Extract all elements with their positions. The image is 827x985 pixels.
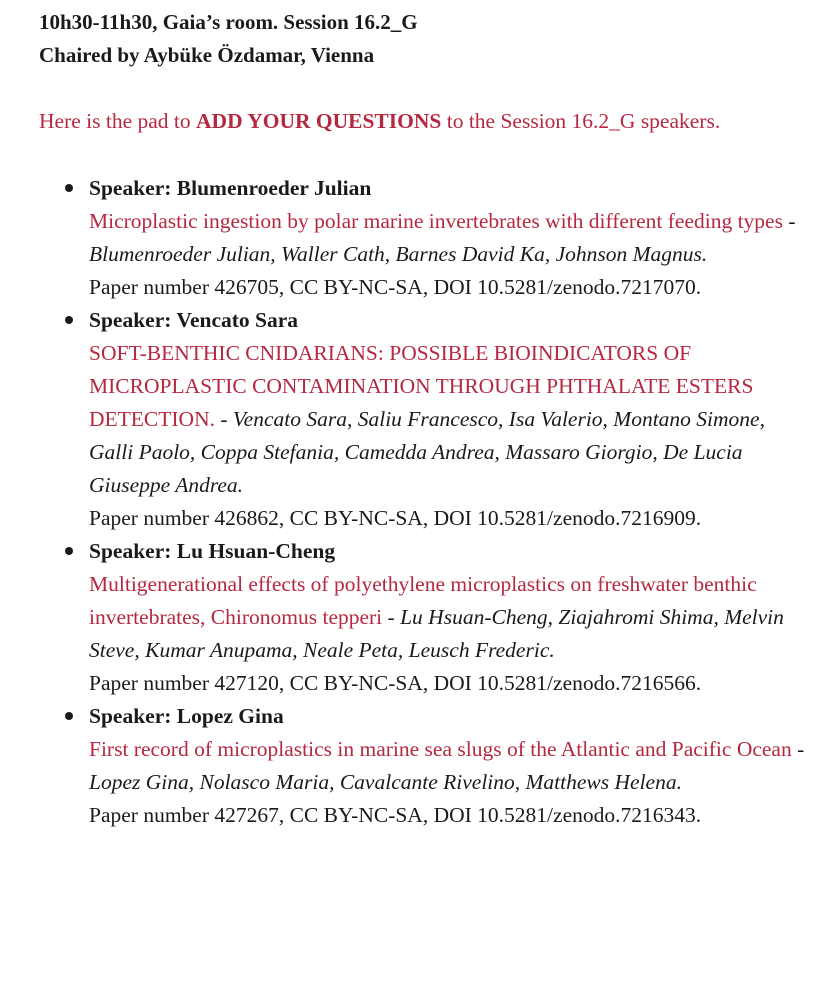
intro-prefix: Here is the pad to (39, 109, 197, 133)
talk-authors: Lopez Gina, Nolasco Maria, Cavalcante Rivelino, Matthews Helena. (89, 770, 682, 794)
bullet-icon (65, 712, 73, 720)
speaker-label: Speaker: Lu Hsuan-Cheng (89, 539, 336, 563)
talk-title-link[interactable]: Multigenerational effects of polyethylene microplastics on freshwater benthic invertebrates, Chironomus tepperi (89, 572, 757, 629)
talk-authors: Vencato Sara, Saliu Francesco, Isa Valerio, Montano Simone, Galli Paolo, Coppa Stefania, Camedda Andrea, Massaro Giorgio, De Lucia Giuseppe Andrea. (89, 407, 765, 497)
talk-list (39, 172, 807, 832)
speaker-label: Speaker: Blumenroeder Julian (89, 176, 372, 200)
bullet-icon (65, 184, 73, 192)
speaker-label: Speaker: Lopez Gina (89, 704, 284, 728)
talk-item (89, 304, 807, 535)
questions-intro (39, 105, 807, 138)
paper-info: Paper number 426862, CC BY-NC-SA, DOI 10.5281/zenodo.7216909. (89, 506, 702, 530)
session-time-room: 10h30-11h30, Gaia’s room. Session 16.2_G (39, 10, 418, 34)
talk-authors: Blumenroeder Julian, Waller Cath, Barnes David Ka, Johnson Magnus. (89, 242, 708, 266)
talk-authors: Lu Hsuan-Cheng, Ziajahromi Shima, Melvin Steve, Kumar Anupama, Neale Peta, Leusch Frederic. (89, 605, 784, 662)
speaker-label: Speaker: Vencato Sara (89, 308, 299, 332)
session-chair: Chaired by Aybüke Özdamar, Vienna (39, 43, 375, 67)
talk-item (89, 535, 807, 700)
paper-info: Paper number 427267, CC BY-NC-SA, DOI 10.5281/zenodo.7216343. (89, 803, 702, 827)
add-questions-link[interactable]: ADD YOUR QUESTIONS (196, 109, 442, 133)
title-separator: - (215, 407, 233, 431)
paper-info: Paper number 427120, CC BY-NC-SA, DOI 10.5281/zenodo.7216566. (89, 671, 702, 695)
talk-title-link[interactable]: Microplastic ingestion by polar marine invertebrates with different feeding types (89, 209, 783, 233)
bullet-icon (65, 316, 73, 324)
talk-title-link[interactable]: SOFT-BENTHIC CNIDARIANS: POSSIBLE BIOINDICATORS OF MICROPLASTIC CONTAMINATION THROUGH PHTHALATE ESTERS DETECTION. (89, 341, 754, 431)
intro-suffix: to the Session 16.2_G speakers. (441, 109, 721, 133)
bullet-icon (65, 547, 73, 555)
title-separator: - (791, 737, 805, 761)
title-separator: - (382, 605, 401, 629)
paper-info: Paper number 426705, CC BY-NC-SA, DOI 10.5281/zenodo.7217070. (89, 275, 702, 299)
talk-title-link[interactable]: First record of microplastics in marine sea slugs of the Atlantic and Pacific Ocean (89, 737, 792, 761)
title-separator: - (782, 209, 796, 233)
talk-item (89, 172, 807, 304)
talk-item (89, 700, 807, 832)
